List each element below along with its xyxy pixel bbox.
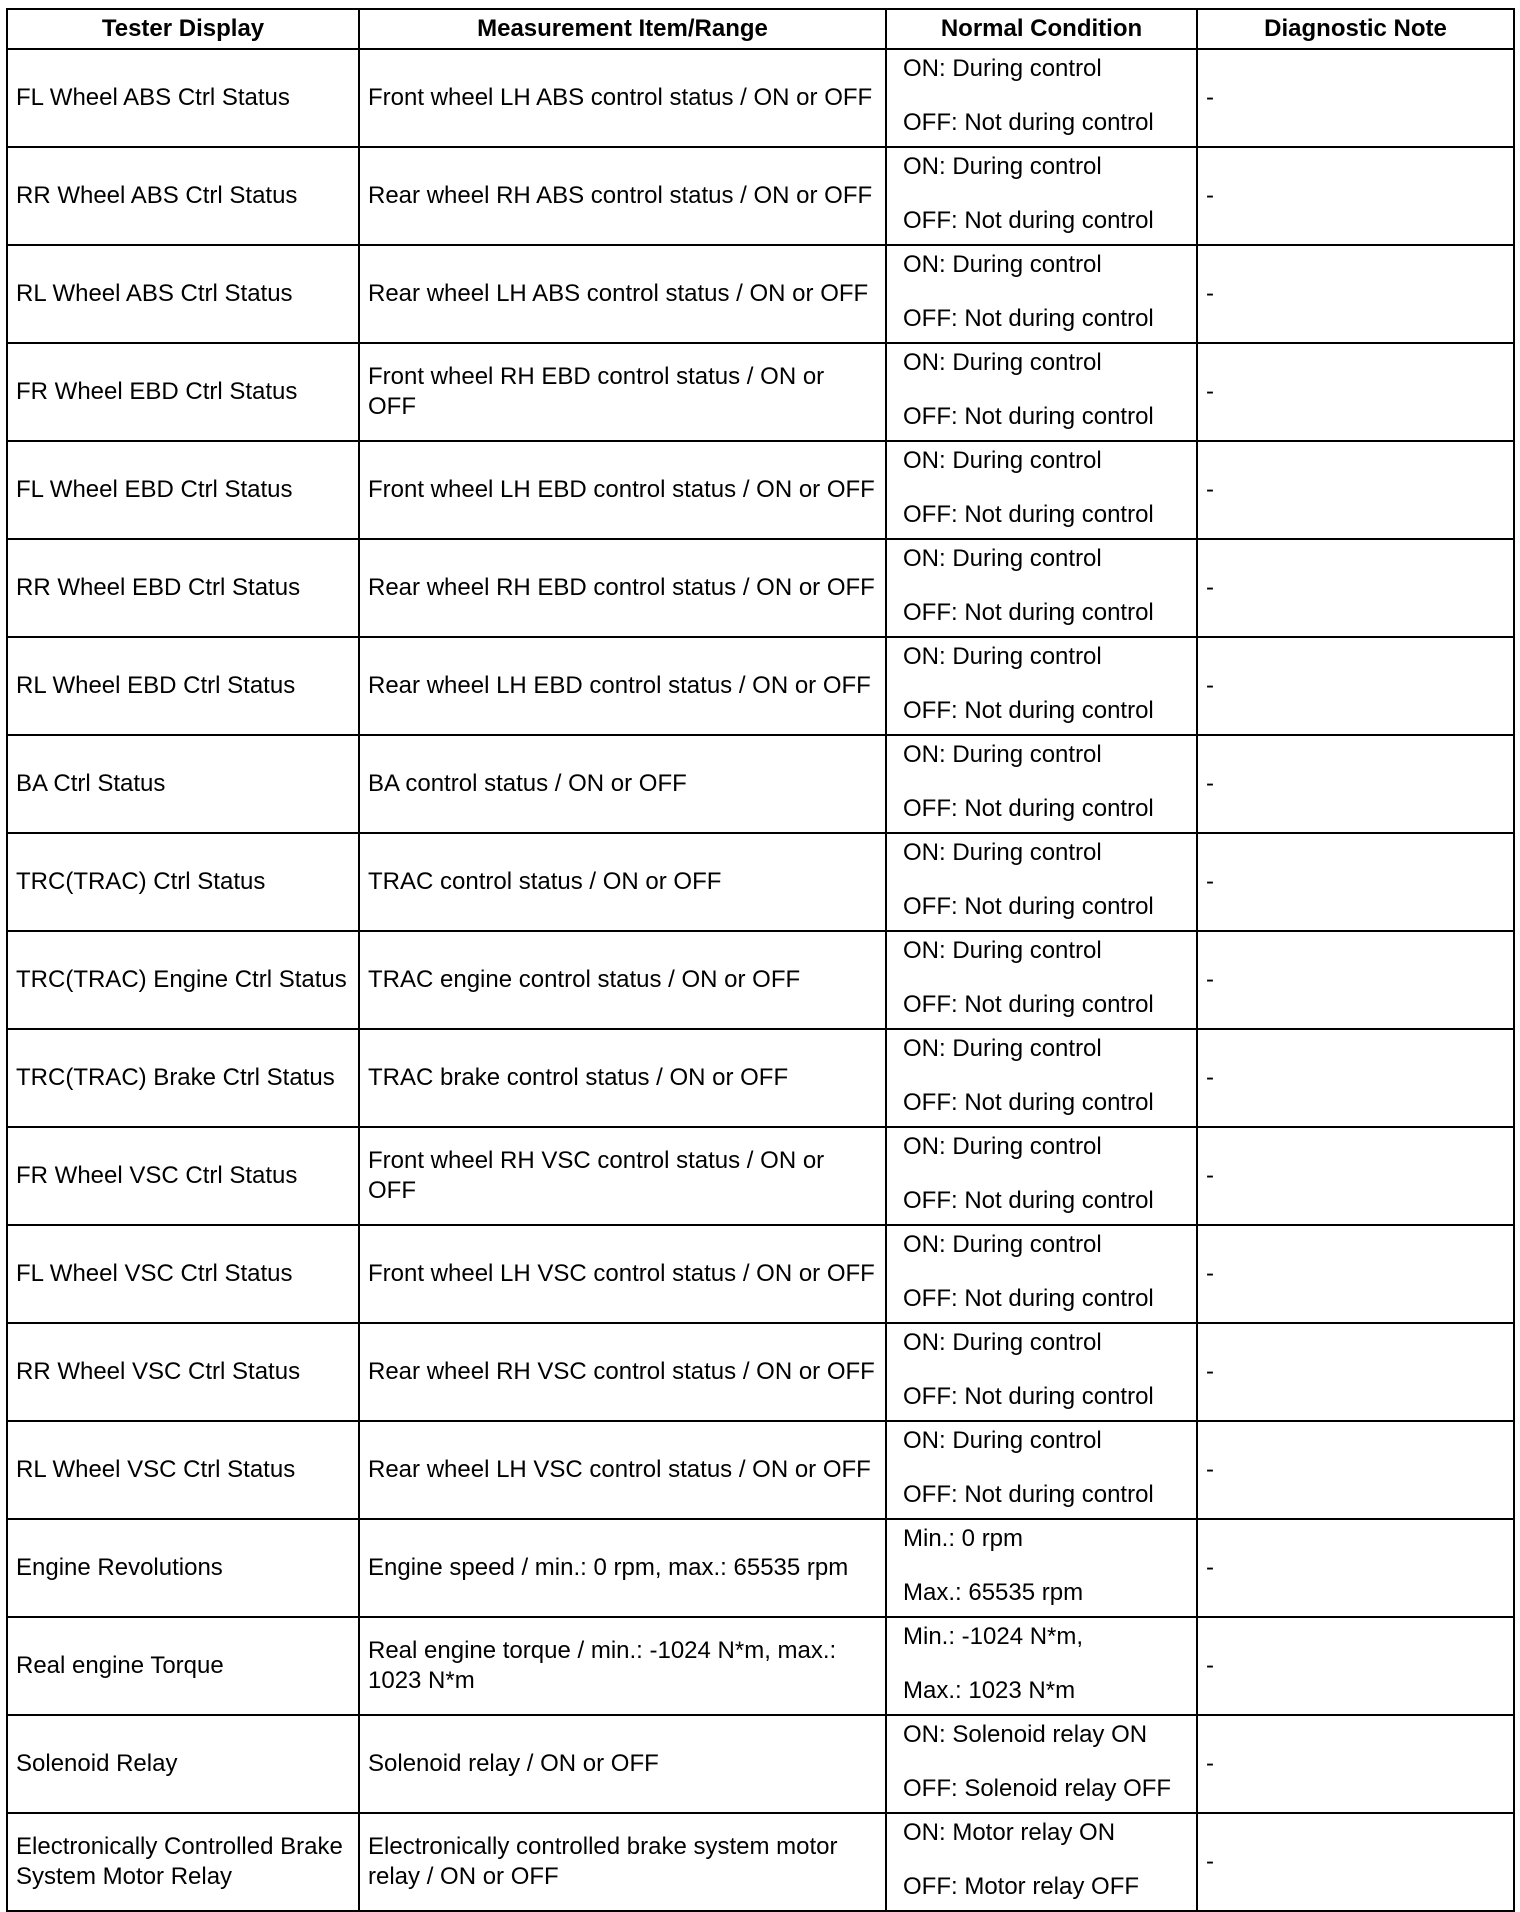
tester-display-cell: RR Wheel ABS Ctrl Status — [7, 147, 359, 245]
table-row — [7, 1519, 1514, 1617]
condition-line-2: OFF: Not during control — [903, 1481, 1154, 1508]
condition-line-2: OFF: Not during control — [903, 991, 1154, 1018]
header-row — [7, 9, 1514, 49]
measurement-cell: Rear wheel RH VSC control status / ON or OFF — [359, 1323, 886, 1421]
tester-display-cell: Real engine Torque — [7, 1617, 359, 1715]
condition-line-1: ON: During control — [903, 937, 1102, 964]
condition-line-1: ON: Motor relay ON — [903, 1819, 1116, 1846]
diagnostic-note-cell: - — [1197, 1029, 1514, 1127]
header-normal-condition: Normal Condition — [886, 9, 1197, 49]
measurement-cell: Front wheel LH ABS control status / ON or OFF — [359, 49, 886, 147]
condition-line-1: Min.: 0 rpm — [903, 1525, 1024, 1552]
normal-condition-cell — [886, 1715, 1197, 1813]
condition-line-2: OFF: Not during control — [903, 305, 1154, 332]
tester-display-cell: FL Wheel VSC Ctrl Status — [7, 1225, 359, 1323]
table-row — [7, 343, 1514, 441]
diagnostic-note-cell: - — [1197, 441, 1514, 539]
condition-line-2: OFF: Not during control — [903, 1187, 1154, 1214]
table-row — [7, 245, 1514, 343]
diagnostic-note-cell: - — [1197, 343, 1514, 441]
normal-condition-cell — [886, 833, 1197, 931]
table-row — [7, 1127, 1514, 1225]
table-row — [7, 735, 1514, 833]
condition-line-2: OFF: Solenoid relay OFF — [903, 1775, 1172, 1802]
condition-line-2: Max.: 65535 rpm — [903, 1579, 1084, 1606]
measurement-cell: TRAC brake control status / ON or OFF — [359, 1029, 886, 1127]
normal-condition-cell — [886, 539, 1197, 637]
table-row — [7, 1617, 1514, 1715]
condition-line-1: ON: During control — [903, 643, 1102, 670]
table-row — [7, 637, 1514, 735]
condition-line-2: OFF: Not during control — [903, 893, 1154, 920]
diagnostic-note-cell: - — [1197, 1421, 1514, 1519]
diagnostic-note-cell: - — [1197, 147, 1514, 245]
diagnostic-note-cell: - — [1197, 1127, 1514, 1225]
condition-line-2: Max.: 1023 N*m — [903, 1677, 1076, 1704]
condition-line-1: ON: During control — [903, 1231, 1102, 1258]
table-row — [7, 1715, 1514, 1813]
tester-display-cell: TRC(TRAC) Brake Ctrl Status — [7, 1029, 359, 1127]
condition-line-1: ON: During control — [903, 741, 1102, 768]
condition-line-2: OFF: Not during control — [903, 207, 1154, 234]
condition-line-1: ON: During control — [903, 153, 1102, 180]
header-measurement-item: Measurement Item/Range — [359, 9, 886, 49]
diagnostic-note-cell: - — [1197, 1225, 1514, 1323]
table-body — [7, 49, 1514, 1911]
diagnostic-note-cell: - — [1197, 539, 1514, 637]
measurement-cell: Front wheel LH VSC control status / ON or OFF — [359, 1225, 886, 1323]
diagnostic-note-cell: - — [1197, 931, 1514, 1029]
normal-condition-cell — [886, 735, 1197, 833]
condition-line-2: OFF: Not during control — [903, 599, 1154, 626]
measurement-cell: TRAC engine control status / ON or OFF — [359, 931, 886, 1029]
data-list-table — [6, 8, 1515, 1912]
condition-line-1: ON: During control — [903, 1427, 1102, 1454]
measurement-cell: Front wheel RH VSC control status / ON or OFF — [359, 1127, 886, 1225]
table-row — [7, 49, 1514, 147]
diagnostic-note-cell: - — [1197, 1323, 1514, 1421]
condition-line-2: OFF: Not during control — [903, 1285, 1154, 1312]
condition-line-1: ON: During control — [903, 251, 1102, 278]
normal-condition-cell — [886, 49, 1197, 147]
tester-display-cell: RR Wheel EBD Ctrl Status — [7, 539, 359, 637]
tester-display-cell: FL Wheel ABS Ctrl Status — [7, 49, 359, 147]
table-row — [7, 539, 1514, 637]
diagnostic-note-cell: - — [1197, 1519, 1514, 1617]
tester-display-cell: RL Wheel ABS Ctrl Status — [7, 245, 359, 343]
tester-display-cell: RL Wheel EBD Ctrl Status — [7, 637, 359, 735]
measurement-cell: Front wheel LH EBD control status / ON or OFF — [359, 441, 886, 539]
measurement-cell: Real engine torque / min.: -1024 N*m, max.: 1023 N*m — [359, 1617, 886, 1715]
normal-condition-cell — [886, 147, 1197, 245]
tester-display-cell: Electronically Controlled Brake System Motor Relay — [7, 1813, 359, 1911]
tester-display-cell: FR Wheel EBD Ctrl Status — [7, 343, 359, 441]
normal-condition-cell — [886, 1813, 1197, 1911]
condition-line-1: ON: During control — [903, 545, 1102, 572]
diagnostic-note-cell: - — [1197, 637, 1514, 735]
table-row — [7, 147, 1514, 245]
condition-line-1: ON: During control — [903, 55, 1102, 82]
normal-condition-cell — [886, 1421, 1197, 1519]
tester-display-cell: FR Wheel VSC Ctrl Status — [7, 1127, 359, 1225]
condition-line-2: OFF: Not during control — [903, 697, 1154, 724]
condition-line-2: OFF: Motor relay OFF — [903, 1873, 1140, 1900]
tester-display-cell: BA Ctrl Status — [7, 735, 359, 833]
measurement-cell: Rear wheel RH EBD control status / ON or OFF — [359, 539, 886, 637]
normal-condition-cell — [886, 441, 1197, 539]
normal-condition-cell — [886, 1029, 1197, 1127]
measurement-cell: Front wheel RH EBD control status / ON or OFF — [359, 343, 886, 441]
measurement-cell: Electronically controlled brake system motor relay / ON or OFF — [359, 1813, 886, 1911]
normal-condition-cell — [886, 1617, 1197, 1715]
measurement-cell: Rear wheel RH ABS control status / ON or OFF — [359, 147, 886, 245]
condition-line-1: Min.: -1024 N*m, — [903, 1623, 1084, 1650]
table-row — [7, 1813, 1514, 1911]
condition-line-1: ON: During control — [903, 1133, 1102, 1160]
diagnostic-note-cell: - — [1197, 49, 1514, 147]
normal-condition-cell — [886, 1127, 1197, 1225]
measurement-cell: BA control status / ON or OFF — [359, 735, 886, 833]
measurement-cell: TRAC control status / ON or OFF — [359, 833, 886, 931]
condition-line-2: OFF: Not during control — [903, 403, 1154, 430]
tester-display-cell: Engine Revolutions — [7, 1519, 359, 1617]
diagnostic-note-cell: - — [1197, 833, 1514, 931]
normal-condition-cell — [886, 931, 1197, 1029]
condition-line-2: OFF: Not during control — [903, 1089, 1154, 1116]
tester-display-cell: RR Wheel VSC Ctrl Status — [7, 1323, 359, 1421]
condition-line-1: ON: During control — [903, 1035, 1102, 1062]
normal-condition-cell — [886, 1225, 1197, 1323]
diagnostic-note-cell: - — [1197, 735, 1514, 833]
table-row — [7, 931, 1514, 1029]
condition-line-2: OFF: Not during control — [903, 1383, 1154, 1410]
diagnostic-note-cell: - — [1197, 245, 1514, 343]
measurement-cell: Solenoid relay / ON or OFF — [359, 1715, 886, 1813]
tester-display-cell: TRC(TRAC) Engine Ctrl Status — [7, 931, 359, 1029]
measurement-cell: Rear wheel LH EBD control status / ON or OFF — [359, 637, 886, 735]
condition-line-1: ON: During control — [903, 839, 1102, 866]
table-row — [7, 833, 1514, 931]
condition-line-2: OFF: Not during control — [903, 795, 1154, 822]
tester-display-cell: TRC(TRAC) Ctrl Status — [7, 833, 359, 931]
measurement-cell: Rear wheel LH ABS control status / ON or OFF — [359, 245, 886, 343]
header-tester-display: Tester Display — [7, 9, 359, 49]
diagnostic-note-cell: - — [1197, 1617, 1514, 1715]
condition-line-1: ON: Solenoid relay ON — [903, 1721, 1148, 1748]
normal-condition-cell — [886, 637, 1197, 735]
measurement-cell: Rear wheel LH VSC control status / ON or OFF — [359, 1421, 886, 1519]
condition-line-2: OFF: Not during control — [903, 109, 1154, 136]
table-row — [7, 441, 1514, 539]
normal-condition-cell — [886, 1323, 1197, 1421]
tester-display-cell: Solenoid Relay — [7, 1715, 359, 1813]
table-row — [7, 1421, 1514, 1519]
tester-display-cell: RL Wheel VSC Ctrl Status — [7, 1421, 359, 1519]
table-row — [7, 1323, 1514, 1421]
diagnostic-note-cell: - — [1197, 1813, 1514, 1911]
condition-line-1: ON: During control — [903, 349, 1102, 376]
tester-display-cell: FL Wheel EBD Ctrl Status — [7, 441, 359, 539]
table-row — [7, 1225, 1514, 1323]
table-row — [7, 1029, 1514, 1127]
condition-line-1: ON: During control — [903, 447, 1102, 474]
condition-line-2: OFF: Not during control — [903, 501, 1154, 528]
measurement-cell: Engine speed / min.: 0 rpm, max.: 65535 rpm — [359, 1519, 886, 1617]
normal-condition-cell — [886, 245, 1197, 343]
condition-line-1: ON: During control — [903, 1329, 1102, 1356]
header-diagnostic-note: Diagnostic Note — [1197, 9, 1514, 49]
normal-condition-cell — [886, 343, 1197, 441]
normal-condition-cell — [886, 1519, 1197, 1617]
diagnostic-note-cell: - — [1197, 1715, 1514, 1813]
